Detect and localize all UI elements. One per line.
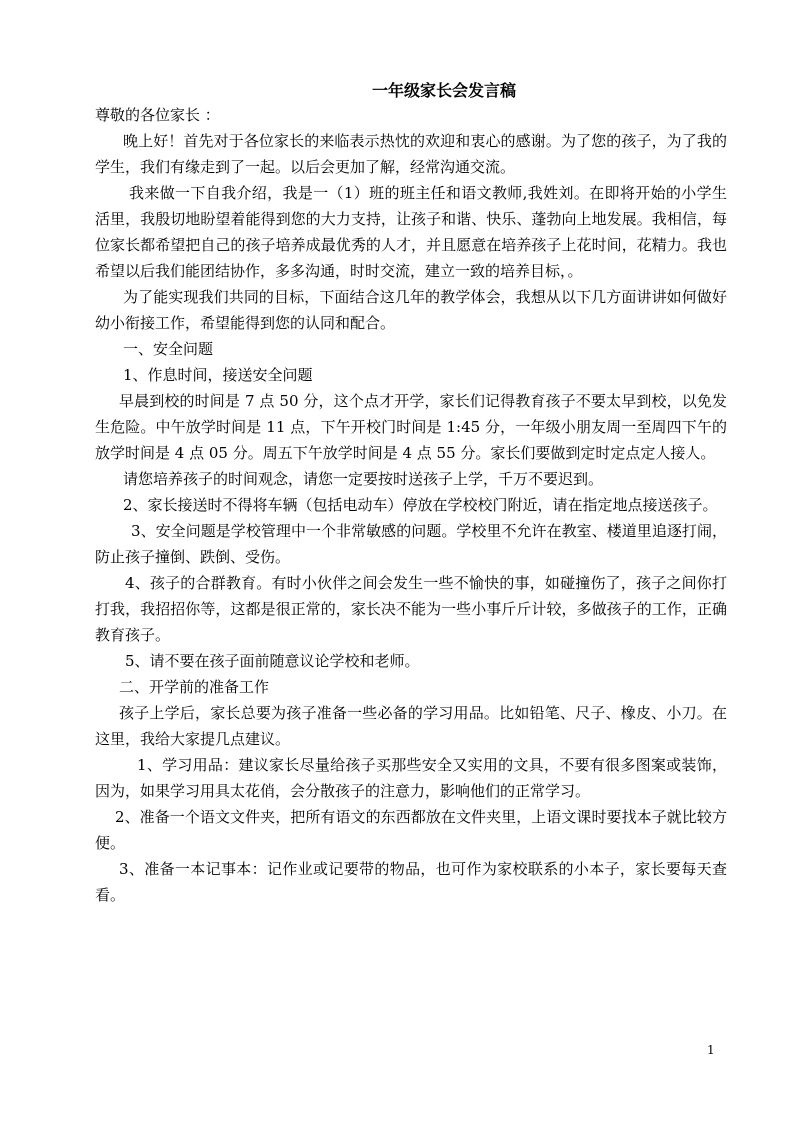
list-item: 3、安全问题是学校管理中一个非常敏感的问题。学校里不允许在教室、楼道里追逐打闹，防止孩子撞倒、跌倒、受伤。 bbox=[95, 522, 727, 566]
list-item: 4、孩子的合群教育。有时小伙伴之间会发生一些不愉快的事，如碰撞伤了，孩子之间你打打我，我招招你等，这都是很正常的，家长决不能为一些小事斤斤计较，多做孩子的工作，正确教育孩子。 bbox=[95, 574, 727, 644]
list-item: 1、学习用品：建议家长尽量给孩子买那些安全又实用的文具，不要有很多图案或装饰，因为，如果学习用具太花俏，会分散孩子的注意力，影响他们的正常学习。 bbox=[95, 756, 727, 800]
list-item: 2、准备一个语文文件夹，把所有语文的东西都放在文件夹里，上语文课时要找本子就比较方便。 bbox=[95, 808, 727, 852]
section-heading: 一、安全问题 bbox=[123, 340, 214, 358]
paragraph: 为了能实现我们共同的目标，下面结合这几年的教学体会，我想从以下几方面讲讲如何做好幼小衔接工作，希望能得到您的认同和配合。 bbox=[95, 288, 727, 332]
sub-heading: 1、作息时间，接送安全问题 bbox=[123, 366, 313, 384]
paragraph: 我来做一下自我介绍，我是一（1）班的班主任和语文教师,我姓刘。在即将开始的小学生活里，我殷切地盼望着能得到您的大力支持，让孩子和谐、快乐、蓬勃向上地发展。我相信，每位家长都希望把自己的孩子培养成最优秀的人才，并且愿意在培养孩子上花时间，花精力。我也希望以后我们能团结协作，多多沟通，时时交流，建立一致的培养目标，。 bbox=[95, 184, 727, 280]
paragraph: 孩子上学后，家长总要为孩子准备一些必备的学习用品。比如铅笔、尺子、橡皮、小刀。在这里，我给大家提几点建议。 bbox=[95, 704, 727, 748]
page-number: 1 bbox=[707, 1043, 715, 1057]
list-item: 2、家长接送时不得将车辆（包括电动车）停放在学校校门附近，请在指定地点接送孩子。 bbox=[123, 496, 718, 514]
document-title: 一年级家长会发言稿 bbox=[372, 81, 517, 100]
paragraph: 请您培养孩子的时间观念，请您一定要按时送孩子上学，千万不要迟到。 bbox=[123, 470, 604, 488]
paragraph: 早晨到校的时间是 7 点 50 分，这个点才开学，家长们记得教育孩子不要太早到校，以免发生危险。中午放学时间是 11 点，下午开校门时间是 1:45 分，一年级小朋友周一至周四下午的放学时间是 4 点 05 分。周五下午放学时间是 4 点 55 分。家长们要做到定时定点定人接人。 bbox=[95, 392, 727, 462]
salutation: 尊敬的各位家长 ： bbox=[95, 106, 220, 124]
list-item: 5、请不要在孩子面前随意议论学校和老师。 bbox=[125, 652, 420, 670]
list-item: 3、准备一本记事本：记作业或记要带的物品，也可作为家校联系的小本子，家长要每天查看。 bbox=[95, 860, 727, 904]
section-heading: 二、开学前的准备工作 bbox=[119, 678, 270, 696]
paragraph: 晚上好！首先对于各位家长的来临表示热忱的欢迎和衷心的感谢。为了您的孩子，为了我的学生，我们有缘走到了一起。以后会更加了解，经常沟通交流。 bbox=[95, 132, 727, 176]
document-body bbox=[95, 102, 727, 908]
